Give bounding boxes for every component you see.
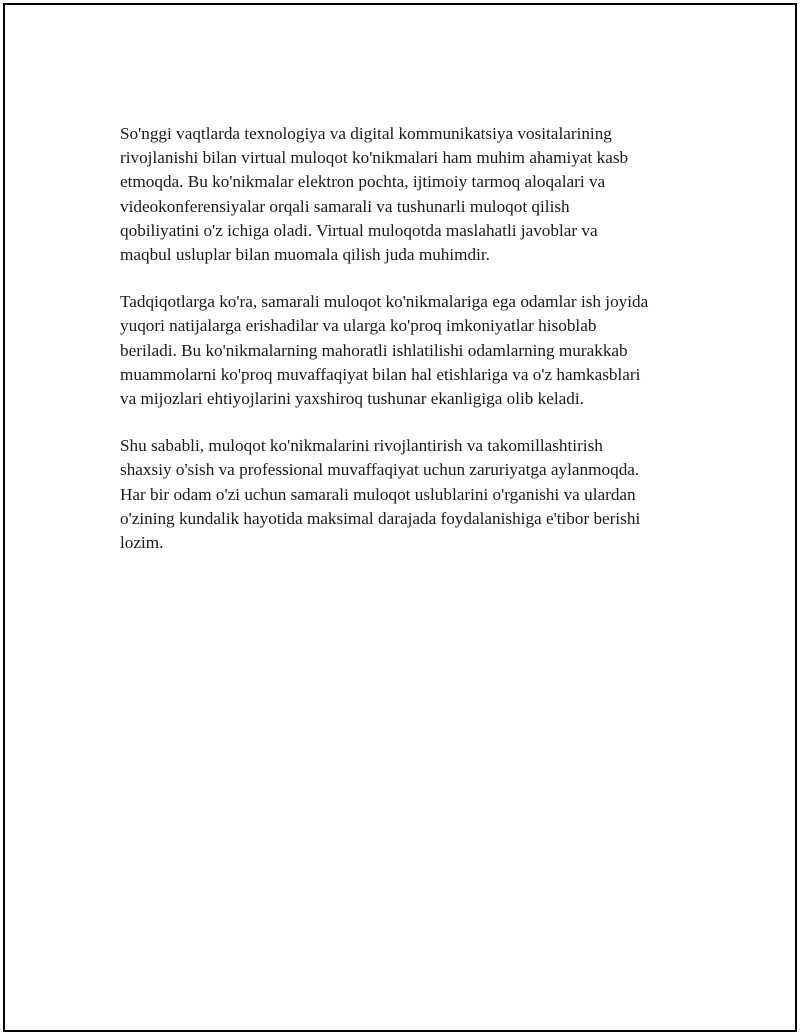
text-line: muammolarni ko'proq muvaffaqiyat bilan hal etishlariga va o'z hamkasblari xyxy=(120,364,641,384)
text-line: beriladi. Bu ko'nikmalarning mahoratli ishlatilishi odamlarning murakkab xyxy=(120,340,628,360)
text-line: Tadqiqotlarga ko'ra, samarali muloqot ko'nikmalariga ega odamlar ish joyida xyxy=(120,292,649,312)
text-line: o'zining kundalik hayotida maksimal darajada foydalanishiga e'tibor berishi xyxy=(120,508,641,528)
paragraph-1 xyxy=(120,122,700,267)
text-line: shaxsiy o'sish va professional muvaffaqiyat uchun zaruriyatga aylanmoqda. xyxy=(120,460,640,480)
paragraph-3 xyxy=(120,434,700,555)
text-line: lozim. xyxy=(120,533,164,553)
text-line: So'nggi vaqtlarda texnologiya va digital kommunikatsiya vositalarining xyxy=(120,124,612,143)
text-line: va mijozlari ehtiyojlarini yaxshiroq tushunar ekanligiga olib keladi. xyxy=(120,389,584,409)
text-line: qobiliyatini o'z ichiga oladi. Virtual muloqotda maslahatli javoblar va xyxy=(120,220,598,240)
text-line: rivojlanishi bilan virtual muloqot ko'nikmalari ham muhim ahamiyat kasb xyxy=(120,148,629,168)
text-line: etmoqda. Bu ko'nikmalar elektron pochta, ijtimoiy tarmoq aloqalari va xyxy=(120,172,606,192)
text-line: maqbul usluplar bilan muomala qilish juda muhimdir. xyxy=(120,245,490,265)
paragraph-2 xyxy=(120,290,700,411)
text-line: videokonferensiyalar orqali samarali va tushunarli muloqot qilish xyxy=(120,196,570,216)
document-body xyxy=(120,122,700,578)
text-line: yuqori natijalarga erishadilar va ularga ko'proq imkoniyatlar hisoblab xyxy=(120,316,597,336)
text-line: Shu sababli, muloqot ko'nikmalarini rivojlantirish va takomillashtirish xyxy=(120,436,603,456)
document-page xyxy=(3,3,797,1032)
text-line: Har bir odam o'zi uchun samarali muloqot uslublarini o'rganishi va ulardan xyxy=(120,484,636,504)
